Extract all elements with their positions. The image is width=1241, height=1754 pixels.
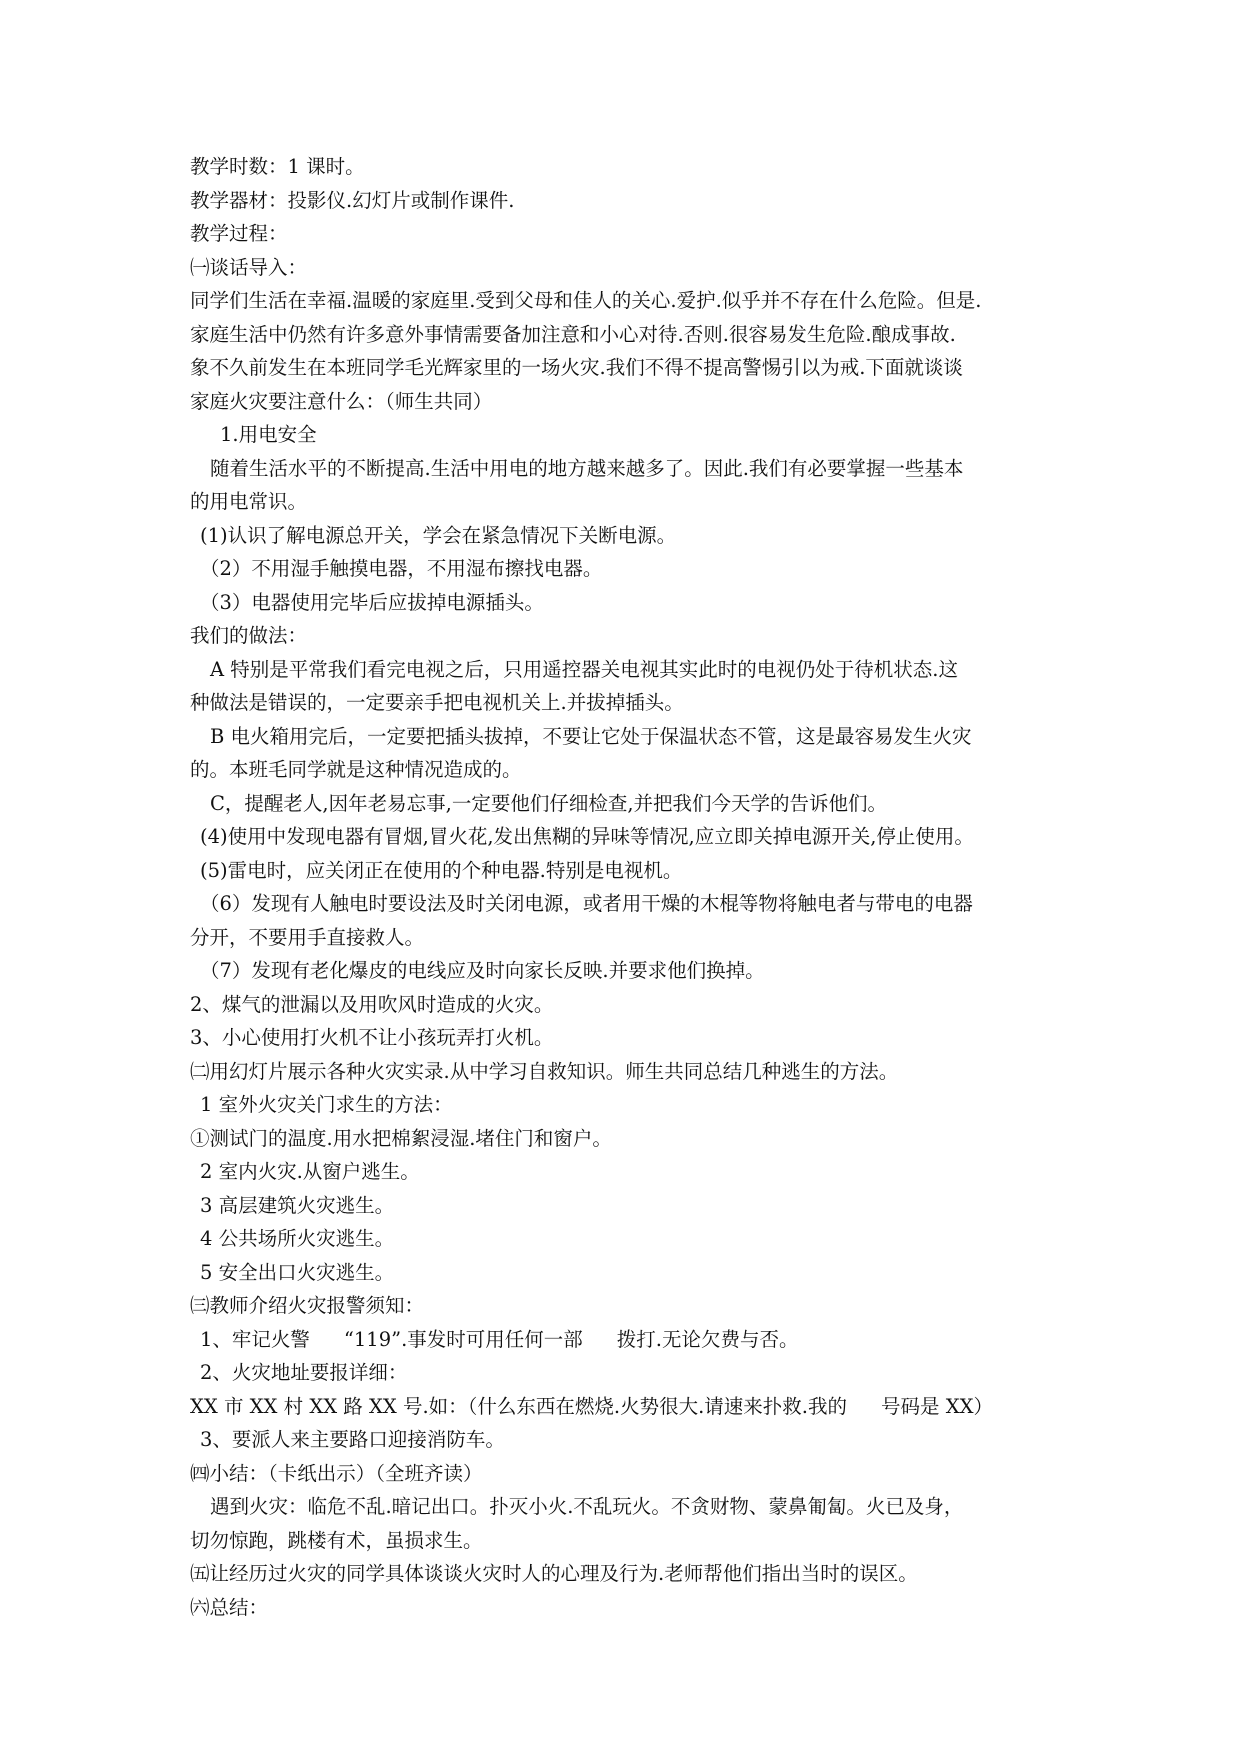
text-line: 教学过程：	[190, 222, 288, 245]
text-line: 的用电常识。	[190, 490, 308, 513]
text-line: 种做法是错误的，一定要亲手把电视机关上.并拔掉插头。	[190, 691, 684, 714]
text-line: 教学器材：投影仪.幻灯片或制作课件.	[190, 188, 515, 212]
text-fragment: 号码是 XX）	[881, 1394, 993, 1418]
list-item: （2）不用湿手触摸电器，不用湿布擦找电器。	[200, 557, 603, 580]
list-item	[190, 1323, 1070, 1357]
list-item: ①测试门的温度.用水把棉絮浸湿.堵住门和窗户。	[190, 1126, 612, 1150]
text-line: 分开，不要用手直接救人。	[190, 925, 425, 949]
list-item: (1)认识了解电源总开关，学会在紧急情况下关断电源。	[200, 523, 677, 547]
list-item: 5 安全出口火灾逃生。	[200, 1260, 395, 1284]
list-item: 3、要派人来主要路口迎接消防车。	[200, 1428, 505, 1451]
text-line: 家庭生活中仍然有许多意外事情需要备加注意和小心对待.否则.很容易发生危险.酿成事故.	[190, 322, 956, 346]
text-line: 教学时数：1 课时。	[190, 155, 365, 178]
text-line: 家庭火灾要注意什么：（师生共同）	[190, 389, 493, 413]
text-line: B 电火箱用完后，一定要把插头拔掉，不要让它处于保温状态不管，这是最容易发生火灾	[210, 724, 972, 748]
section-heading: ㈣小结：（卡纸出示）（全班齐读）	[190, 1461, 483, 1485]
section-heading: ㈢教师介绍火灾报警须知：	[190, 1294, 425, 1317]
text-fragment: 拨打.无论欠费与否。	[616, 1327, 799, 1351]
section-heading: ㈡用幻灯片展示各种火灾实录.从中学习自救知识。师生共同总结几种逃生的方法。	[190, 1059, 899, 1083]
section-heading: ㈤让经历过火灾的同学具体谈谈火灾时人的心理及行为.老师帮他们指出当时的误区。	[190, 1562, 918, 1585]
section-heading: ㈠谈话导入：	[190, 255, 308, 279]
list-item: 2 室内火灾.从窗户逃生。	[200, 1160, 420, 1183]
list-item: 4 公共场所火灾逃生。	[200, 1227, 395, 1250]
document-page	[190, 150, 1070, 1624]
section-heading: ㈥总结：	[190, 1595, 269, 1619]
list-item: （7）发现有老化爆皮的电线应及时向家长反映.并要求他们换掉。	[200, 959, 765, 982]
subheading: 1.用电安全	[220, 423, 317, 446]
list-item: (5)雷电时，应关闭正在使用的个种电器.特别是电视机。	[200, 858, 683, 882]
list-item: （6）发现有人触电时要设法及时关闭电源，或者用干燥的木棍等物将触电者与带电的电器	[200, 892, 973, 915]
text-fragment: 1、牢记火警	[200, 1327, 310, 1351]
text-line: 我们的做法：	[190, 624, 308, 647]
text-fragment: “119”.事发时可用任何一部	[343, 1327, 583, 1351]
text-line: 遇到火灾：临危不乱.暗记出口。扑灭小火.不乱玩火。不贪财物、蒙鼻匍匐。火已及身，	[210, 1495, 964, 1518]
text-line: A 特别是平常我们看完电视之后，只用遥控器关电视其实此时的电视仍处于待机状态.这	[210, 657, 958, 681]
list-item: 2、火灾地址要报详细：	[200, 1361, 408, 1384]
text-line: 切勿惊跑，跳楼有术，虽损求生。	[190, 1528, 483, 1552]
list-item: 1 室外火灾关门求生的方法：	[200, 1093, 453, 1116]
text-fragment: XX 市 XX 村 XX 路 XX 号.如：（什么东西在燃烧.火势很大.请速来扑救.我的	[190, 1394, 847, 1418]
text-line: C，提醒老人,因年老易忘事,一定要他们仔细检查,并把我们今天学的告诉他们。	[210, 791, 888, 815]
list-item: 3、小心使用打火机不让小孩玩弄打火机。	[190, 1026, 554, 1049]
list-item: 2、煤气的泄漏以及用吹风时造成的火灾。	[190, 992, 554, 1016]
list-item: 3 高层建筑火灾逃生。	[200, 1193, 395, 1217]
list-item: (4)使用中发现电器有冒烟,冒火花,发出焦糊的异味等情况,应立即关掉电源开关,停止使用。	[200, 825, 974, 848]
text-line: 随着生活水平的不断提高.生活中用电的地方越来越多了。因此.我们有必要掌握一些基本	[210, 456, 964, 480]
text-line: 的。本班毛同学就是这种情况造成的。	[190, 758, 522, 781]
text-line: 同学们生活在幸福.温暖的家庭里.受到父母和佳人的关心.爱护.似乎并不存在什么危险。但是.	[190, 289, 982, 312]
list-item: （3）电器使用完毕后应拔掉电源插头。	[200, 590, 544, 614]
text-line: 象不久前发生在本班同学毛光辉家里的一场火灾.我们不得不提高警惕引以为戒.下面就谈谈	[190, 356, 963, 379]
text-line	[190, 1390, 1070, 1424]
